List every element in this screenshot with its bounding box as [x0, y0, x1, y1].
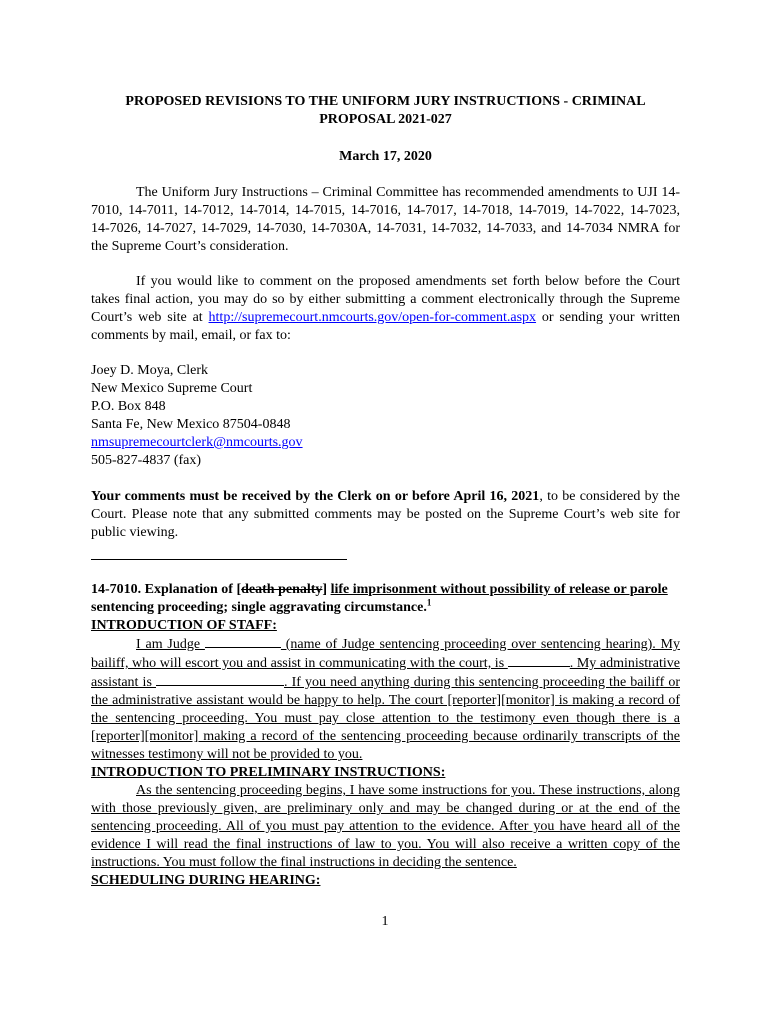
instruction-heading: [91, 581, 680, 617]
deadline-rest: , to be considered by the Court. Please note that any submitted comments may be posted on the Supreme Court’s web site for public viewing.: [91, 489, 680, 540]
clerk-address: [91, 362, 680, 470]
deadline-paragraph: [91, 488, 680, 542]
title-line-2: PROPOSAL 2021-027: [319, 112, 452, 127]
bailiff-name-blank: [508, 654, 570, 667]
staff-paragraph: [91, 635, 680, 764]
title-line-1: PROPOSED REVISIONS TO THE UNIFORM JURY INSTRUCTIONS - CRIMINAL: [125, 94, 646, 109]
deadline-bold: Your comments must be received by the Clerk on or before April 16, 2021: [91, 489, 540, 504]
scheduling-heading: SCHEDULING DURING HEARING:: [91, 873, 321, 888]
divider-line: [91, 558, 347, 560]
address-court: New Mexico Supreme Court: [91, 381, 253, 396]
clerk-email-link[interactable]: nmsupremecourtclerk@nmcourts.gov: [91, 435, 303, 450]
staff-text-a: I am Judge: [136, 637, 205, 652]
document-body: [91, 93, 680, 890]
instruction-number: 14-7010. Explanation of [: [91, 582, 242, 597]
address-po-box: P.O. Box 848: [91, 399, 166, 414]
address-fax: 505-827-4837 (fax): [91, 453, 202, 468]
assistant-name-blank: [156, 673, 284, 686]
address-city: Santa Fe, New Mexico 87504-0848: [91, 417, 291, 432]
judge-name-blank: [205, 635, 281, 648]
page-number: 1: [381, 914, 389, 929]
comment-paragraph: [91, 273, 680, 345]
footnote-marker: 1: [426, 597, 432, 608]
struck-text: death penalty: [241, 582, 323, 597]
inserted-text: life imprisonment without possibility of release or parole: [330, 582, 668, 597]
staff-text-d: . If you need anything during this sentencing proceeding the bailiff or the administrative assistant would be happy to help. The court [reporter][monitor] is making a record of the sentencing proceeding. You must pay close attention to the testimony even though there is a [reporter][monitor] making a record of the sentencing proceeding because ordinarily transcripts of the witnesses testimony will not be provided to you.: [91, 675, 680, 762]
comment-text-before: If you would like to comment on the proposed amendments set forth below before the Court takes final action, you may do so by either submitting a comment electronically through the Supreme Court’s web site at: [91, 274, 680, 325]
staff-text-c: . My administrative assistant is: [91, 656, 680, 690]
preliminary-paragraph: As the sentencing proceeding begins, I have some instructions for you. These instructions, along with those previously given, are preliminary only and may be changed during or at the end of the sentencing proceeding. All of you must pay attention to the evidence. After you have heard all of the evidence I will read the final instructions of law to you. You will also receive a written copy of the instructions. You must follow the final instructions in deciding the sentence.: [91, 783, 680, 870]
instruction-title-rest: sentencing proceeding; single aggravating circumstance.: [91, 600, 427, 615]
preliminary-heading: INTRODUCTION TO PRELIMINARY INSTRUCTIONS:: [91, 765, 446, 780]
bracket-close: ]: [322, 582, 331, 597]
comment-text-after: or sending your written comments by mail, email, or fax to:: [91, 310, 680, 343]
staff-heading: INTRODUCTION OF STAFF:: [91, 618, 277, 633]
staff-text-b: (name of Judge sentencing proceeding over sentencing hearing). My bailiff, who will escort you and assist in communicating with the court, is: [91, 637, 681, 671]
document-title: [91, 93, 680, 129]
comment-url-link[interactable]: http://supremecourt.nmcourts.gov/open-for-comment.aspx: [208, 310, 537, 325]
document-date: March 17, 2020: [339, 149, 432, 164]
address-name: Joey D. Moya, Clerk: [91, 363, 209, 378]
intro-paragraph: The Uniform Jury Instructions – Criminal Committee has recommended amendments to UJI 14-7010, 14-7011, 14-7012, 14-7014, 14-7015, 14-7016, 14-7017, 14-7018, 14-7019, 14-7022, 14-7023, 14-7026, 14-7027, 14-7029, 14-7030, 14-7030A, 14-7031, 14-7032, 14-7033, and 14-7034 NMRA for the Supreme Court’s consideration.: [91, 185, 680, 254]
